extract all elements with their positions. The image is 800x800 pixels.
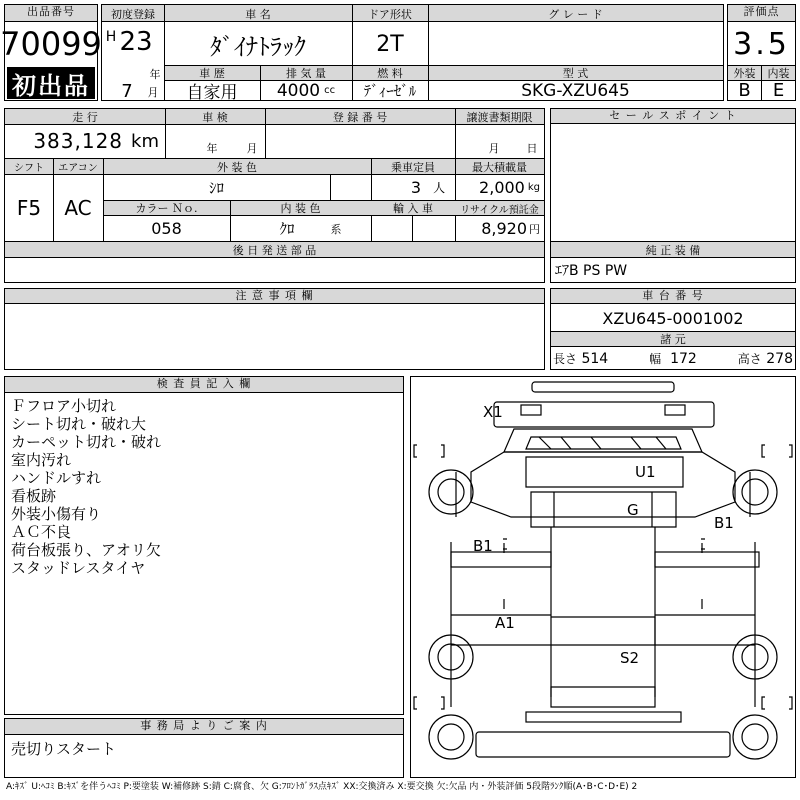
- lot-number-label: 出品番号: [5, 5, 97, 22]
- office-note: 売切りスタート: [11, 739, 117, 758]
- vehicle-history: 自家用: [186, 83, 238, 103]
- chassis-label: 車 台 番 号: [551, 289, 795, 304]
- fuel-label: 燃 料: [377, 67, 403, 80]
- model-code: SKG-XZU645: [521, 80, 630, 101]
- inspector-notes-list: [11, 397, 401, 577]
- chassis-box: [550, 288, 796, 370]
- inspector-note-line: カーペット切れ・破れ: [11, 433, 162, 451]
- fuel-type: ﾃﾞｨｰｾﾞﾙ: [363, 82, 417, 100]
- vehicle-diagram: [410, 376, 796, 778]
- shift-type: F5: [16, 196, 42, 220]
- truck-outline-svg: [411, 377, 795, 777]
- inspection-label: 車 検: [202, 110, 228, 124]
- details-box: [4, 108, 545, 283]
- notes-box: [4, 288, 545, 370]
- inspector-box: [4, 376, 404, 715]
- mark-b1-right: B1: [714, 514, 734, 532]
- overall-score: 3.5: [733, 26, 790, 62]
- height-label: 高さ: [737, 351, 762, 366]
- mileage: 383,128: [33, 129, 124, 153]
- dimensions-label: 諸 元: [660, 333, 686, 346]
- import-label: 輸 入 車: [393, 202, 433, 215]
- length-value: 514: [581, 350, 609, 367]
- width-label: 幅: [649, 351, 662, 366]
- recycle-label: リサイクル預託金: [460, 204, 539, 216]
- length-label: 長さ: [553, 351, 578, 366]
- year-unit: 年: [149, 68, 161, 81]
- capacity-label: 乗車定員: [391, 160, 435, 174]
- chassis-number: XZU645-0001002: [602, 308, 744, 328]
- max-load-label: 最大積載量: [472, 160, 527, 174]
- car-name: ﾀﾞｲﾅﾄﾗｯｸ: [210, 32, 306, 61]
- door-label: ドア形状: [368, 7, 412, 21]
- later-parts-label: 後 日 発 送 部 品: [232, 243, 317, 257]
- displacement-label: 排 気 量: [286, 67, 326, 80]
- deadline-day-unit: 日: [526, 142, 538, 155]
- sales-points-label: セ ー ル ス ポ イ ン ト: [551, 109, 795, 124]
- inspector-note-line: 看板跡: [11, 487, 57, 505]
- mark-a1: A1: [495, 614, 515, 632]
- factory-equip-label: 純 正 装 備: [645, 243, 701, 257]
- inspector-label: 検 査 員 記 入 欄: [5, 377, 403, 393]
- interior-color: ｸﾛ: [279, 220, 295, 238]
- inspection-month-unit: 月: [246, 142, 258, 155]
- first-reg-label: 初度登録: [111, 7, 155, 21]
- inspector-note-line: ＡＣ不良: [11, 523, 72, 541]
- mark-s2: S2: [620, 649, 640, 667]
- model-label: 型 式: [562, 67, 589, 80]
- interior-color-unit: 系: [330, 222, 342, 236]
- color-number: 058: [151, 219, 182, 238]
- max-load-unit: kg: [527, 182, 540, 193]
- recycle-fee: 8,920: [481, 219, 527, 238]
- history-label: 車 歴: [199, 67, 225, 80]
- dimensions-row: [553, 347, 793, 369]
- shift-label: シフト: [14, 163, 44, 174]
- aircon-label: エアコン: [58, 163, 98, 174]
- office-label: 事 務 局 よ り ご 案 内: [5, 719, 403, 735]
- grade: [428, 23, 723, 65]
- deadline-label: 譲渡書類期限: [466, 110, 533, 124]
- inspector-note-line: シート切れ・破れ大: [11, 415, 147, 433]
- color-no-label: カラー Ｎｏ.: [135, 202, 198, 215]
- lot-number-box: [0, 4, 102, 101]
- inspector-note-line: ハンドルすれ: [11, 469, 102, 487]
- month-unit: 月: [147, 86, 159, 99]
- reg-month: 7: [121, 80, 133, 102]
- height-value: 278: [766, 350, 793, 367]
- int-color-label: 内 装 色: [280, 202, 321, 215]
- office-box: [4, 718, 404, 778]
- score-box: [727, 4, 796, 101]
- ext-color-label: 外 装 色: [217, 160, 257, 174]
- inspector-note-line: 外装小傷有り: [11, 505, 102, 523]
- reg-year: 23: [119, 27, 153, 57]
- factory-equipment: ｴｱB PS PW: [555, 263, 628, 279]
- interior-grade: E: [772, 80, 785, 101]
- max-load: 2,000: [479, 178, 525, 197]
- width-value: 172: [670, 350, 697, 367]
- inspector-note-line: スタッドレスタイヤ: [11, 559, 146, 577]
- first-listing-badge: 初出品: [7, 67, 95, 99]
- inspection-year-unit: 年: [206, 142, 218, 155]
- displacement: 4000: [276, 80, 321, 101]
- exterior-grade: B: [738, 80, 751, 101]
- car-name-label: 車 名: [245, 7, 271, 21]
- notes-label: 注 意 事 項 欄: [5, 289, 544, 304]
- lot-number: 70099: [0, 25, 102, 63]
- damage-legend: A:ｷｽﾞ U:ﾍｺﾐ B:ｷｽﾞを伴うﾍｺﾐ P:要塗装 W:補修跡 S:錆 C:腐食、欠 G:ﾌﾛﾝﾄｶﾞﾗｽ点ｷｽﾞ XX:交換済み X:要交換 欠:欠品 内・外装評価 5段階ﾗﾝｸ順(A･B･C･D･E) 2: [6, 782, 638, 792]
- reg-no-label: 登 録 番 号: [332, 110, 388, 124]
- exterior-color: ｼﾛ: [208, 179, 224, 197]
- recycle-unit: 円: [529, 222, 540, 236]
- sales-points-box: [550, 108, 796, 283]
- inspector-note-line: Ｆフロア小切れ: [11, 397, 117, 415]
- mark-u1: U1: [635, 463, 656, 481]
- grade-label: グ レ ー ド: [548, 7, 603, 21]
- aircon-type: AC: [64, 196, 92, 220]
- interior-label: 内装: [767, 67, 790, 80]
- era: H: [105, 29, 117, 45]
- capacity: 3: [410, 178, 422, 197]
- deadline-month-unit: 月: [488, 142, 500, 155]
- score-label: 評価点: [728, 5, 795, 22]
- door-type: 2T: [376, 31, 404, 57]
- mileage-label: 走 行: [72, 110, 98, 124]
- mark-b1-left: B1: [473, 537, 493, 555]
- exterior-label: 外装: [733, 67, 756, 80]
- inspector-note-line: 室内汚れ: [11, 451, 72, 469]
- vehicle-info-box: [101, 4, 724, 101]
- displacement-unit: cc: [324, 85, 336, 96]
- mark-g: G: [627, 501, 639, 519]
- inspector-note-line: 荷台板張り、アオリ欠: [11, 541, 161, 559]
- mark-x1: X1: [483, 403, 503, 421]
- mileage-unit: km: [131, 130, 159, 152]
- capacity-unit: 人: [433, 181, 446, 195]
